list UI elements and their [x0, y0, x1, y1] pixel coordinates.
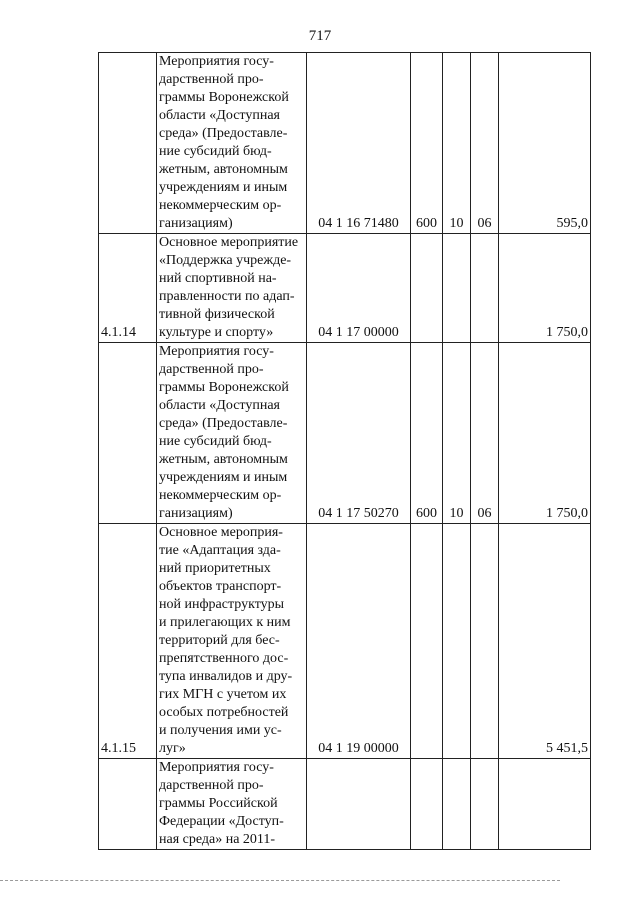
row-rz-cell	[443, 234, 471, 343]
row-vr-cell	[411, 759, 443, 850]
name-line: территорий для бес-	[159, 633, 280, 648]
name-line: тупа инвалидов и дру-	[159, 669, 293, 684]
name-line: некоммерческим ор-	[159, 488, 282, 503]
name-line: среда» (Предоставле-	[159, 126, 288, 141]
name-line: ной инфраструктуры	[159, 597, 285, 612]
name-line: «Поддержка учрежде-	[159, 253, 292, 268]
row-number-cell	[99, 53, 157, 234]
row-rz-cell: 10	[443, 343, 471, 524]
row-name-cell	[157, 524, 307, 759]
row-name-cell	[157, 53, 307, 234]
name-line: луг»	[159, 741, 186, 756]
name-line: Мероприятия госу-	[159, 760, 274, 775]
row-name-cell	[157, 343, 307, 524]
name-line: тивной физической	[159, 307, 275, 322]
name-line: и получения ими ус-	[159, 723, 282, 738]
name-line: правленности по адап-	[159, 289, 295, 304]
row-pr-cell	[471, 524, 499, 759]
table-row	[99, 759, 591, 850]
name-line: жетным, автономным	[159, 452, 288, 467]
name-line: граммы Воронежской	[159, 90, 289, 105]
row-number-cell: 4.1.14	[99, 234, 157, 343]
name-line: Мероприятия госу-	[159, 344, 274, 359]
name-line: дарственной про-	[159, 778, 264, 793]
name-line: особых потребностей	[159, 705, 289, 720]
row-pr-cell	[471, 759, 499, 850]
name-line: тие «Адаптация зда-	[159, 543, 281, 558]
name-line: некоммерческим ор-	[159, 198, 282, 213]
row-code-cell: 04 1 19 00000	[307, 524, 411, 759]
table-row	[99, 53, 591, 234]
row-amount-cell	[499, 759, 591, 850]
row-number-cell: 4.1.15	[99, 524, 157, 759]
name-line: препятственного дос-	[159, 651, 289, 666]
row-vr-cell: 600	[411, 53, 443, 234]
row-rz-cell: 10	[443, 53, 471, 234]
row-code-cell: 04 1 17 00000	[307, 234, 411, 343]
row-pr-cell	[471, 234, 499, 343]
name-line: культуре и спорту»	[159, 325, 274, 340]
name-line: ная среда» на 2011-	[159, 832, 276, 847]
name-line: ний спортивной на-	[159, 271, 277, 286]
name-line: ний приоритетных	[159, 561, 271, 576]
row-vr-cell	[411, 234, 443, 343]
row-amount-cell: 1 750,0	[499, 234, 591, 343]
name-line: области «Доступная	[159, 108, 280, 123]
name-line: ганизациям)	[159, 506, 233, 521]
name-line: Федерации «Доступ-	[159, 814, 284, 829]
row-number-cell	[99, 343, 157, 524]
name-line: учреждениям и иным	[159, 470, 288, 485]
row-name-cell	[157, 759, 307, 850]
name-line: объектов транспорт-	[159, 579, 282, 594]
name-line: Основное мероприятие	[159, 235, 299, 250]
name-line: Мероприятия госу-	[159, 54, 274, 69]
page-number: 717	[308, 28, 332, 44]
row-pr-cell: 06	[471, 53, 499, 234]
name-line: граммы Воронежской	[159, 380, 289, 395]
name-line: и прилегающих к ним	[159, 615, 291, 630]
row-code-cell	[307, 759, 411, 850]
row-amount-cell: 5 451,5	[499, 524, 591, 759]
table-row	[99, 234, 591, 343]
row-amount-cell: 1 750,0	[499, 343, 591, 524]
name-line: Основное мероприя-	[159, 525, 283, 540]
row-rz-cell	[443, 759, 471, 850]
name-line: дарственной про-	[159, 72, 264, 87]
name-line: жетным, автономным	[159, 162, 288, 177]
table-row	[99, 524, 591, 759]
name-line: ние субсидий бюд-	[159, 144, 272, 159]
name-line: ние субсидий бюд-	[159, 434, 272, 449]
name-line: граммы Российской	[159, 796, 278, 811]
budget-table	[98, 52, 591, 850]
name-line: ганизациям)	[159, 216, 233, 231]
name-line: области «Доступная	[159, 398, 280, 413]
row-vr-cell: 600	[411, 343, 443, 524]
name-line: учреждениям и иным	[159, 180, 288, 195]
row-code-cell: 04 1 17 50270	[307, 343, 411, 524]
scan-artifact-line	[0, 880, 560, 882]
row-name-cell	[157, 234, 307, 343]
row-pr-cell: 06	[471, 343, 499, 524]
name-line: среда» (Предоставле-	[159, 416, 288, 431]
row-vr-cell	[411, 524, 443, 759]
name-line: дарственной про-	[159, 362, 264, 377]
row-number-cell	[99, 759, 157, 850]
row-rz-cell	[443, 524, 471, 759]
row-amount-cell: 595,0	[499, 53, 591, 234]
budget-table-body	[99, 53, 591, 850]
name-line: гих МГН с учетом их	[159, 687, 287, 702]
table-row	[99, 343, 591, 524]
row-code-cell: 04 1 16 71480	[307, 53, 411, 234]
